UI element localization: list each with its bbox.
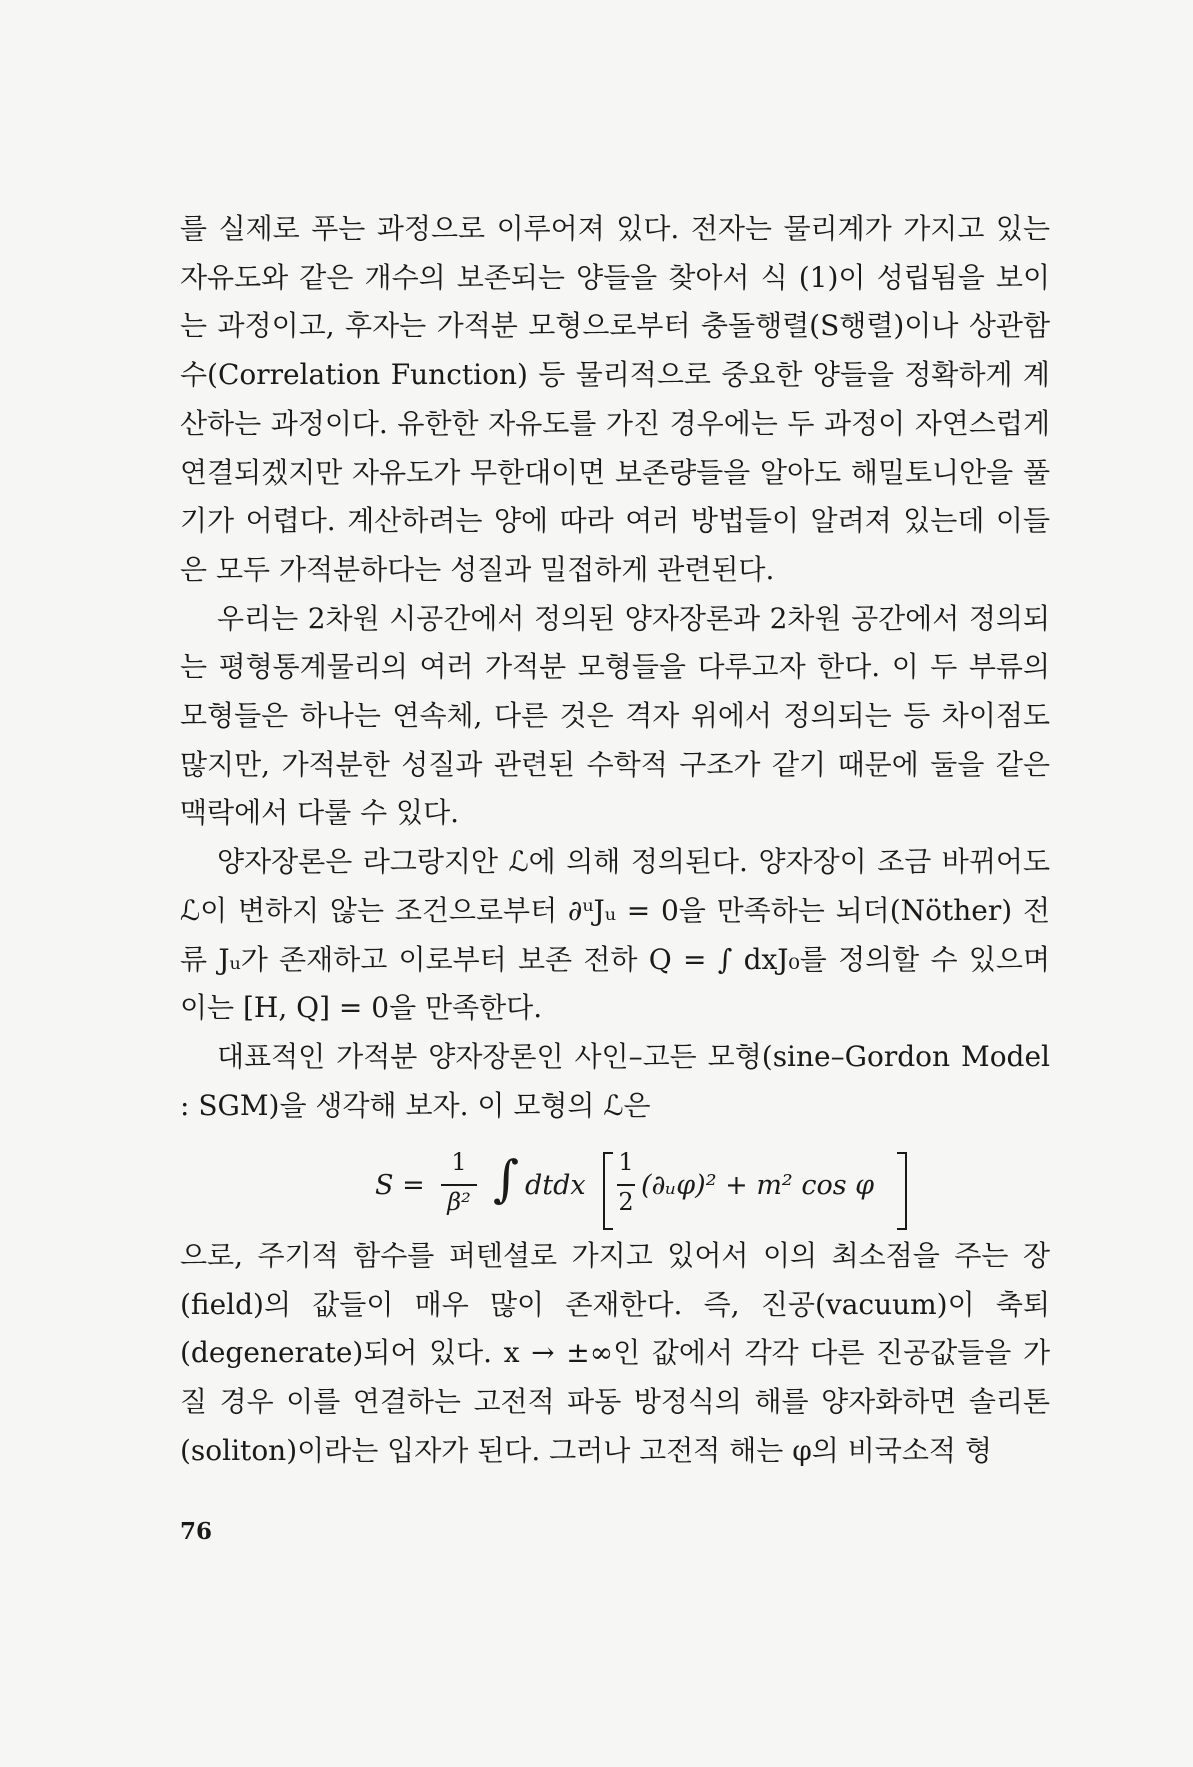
paragraph-2: 우리는 2차원 시공간에서 정의된 양자장론과 2차원 공간에서 정의되는 평형통계물리의 여러 가적분 모형들을 다루고자 한다. 이 두 부류의 모형들은 하나는 연속체, 다른 것은 격자 위에서 정의되는 등 차이점도 많지만, 가적분한 성질과 관련된 수학적 구조가 같기 때문에 둘을 같은 맥락에서 다룰 수 있다. — [180, 601, 1050, 830]
paragraph-4: 대표적인 가적분 양자장론인 사인–고든 모형(sine–Gordon Model : SGM)을 생각해 보자. 이 모형의 ℒ은 — [180, 1039, 1050, 1122]
equation-body: (∂ᵤφ)² + m² cos φ — [641, 1170, 875, 1201]
paragraph-5: 으로, 주기적 함수를 퍼텐셜로 가지고 있어서 이의 최소점을 주는 장(field)의 값들이 매우 많이 존재한다. 즉, 진공(vacuum)이 축퇴(degenerate)되어 있다. x → ±∞인 값에서 각각 다른 진공값들을 가질 경우 이를 연결하는 고전적 파동 방정식의 해를 양자화하면 솔리톤(soliton)이라는 입자가 된다. 그러나 고전적 해는 φ의 비국소적 형 — [180, 1239, 1050, 1467]
equation-frac2-bar — [617, 1184, 635, 1186]
equation-frac2-denominator: 2 — [618, 1188, 634, 1216]
paragraph-1: 를 실제로 푸는 과정으로 이루어져 있다. 전자는 물리계가 가지고 있는 자유도와 같은 개수의 보존되는 양들을 찾아서 식 (1)이 성립됨을 보이는 과정이고, 후자는 가적분 모형으로부터 충돌행렬(S행렬)이나 상관함수(Correlation Function) 등 물리적으로 중요한 양들을 정확하게 계산하는 과정이다. 유한한 자유도를 가진 경우에는 두 과정이 자연스럽게 연결되겠지만 자유도가 무한대이면 보존량들을 알아도 해밀토니안을 풀기가 어렵다. 계산하려는 양에 따라 여러 방법들이 알려져 있는데 이들은 모두 가적분하다는 성질과 밀접하게 관련된다. — [180, 212, 1050, 586]
paragraph-3: 양자장론은 라그랑지안 ℒ에 의해 정의된다. 양자장이 조금 바뀌어도 ℒ이 변하지 않는 조건으로부터 ∂ᵘJᵤ = 0을 만족하는 뇌더(Nöther) 전류 Jᵤ가 존재하고 이로부터 보존 전하 Q = ∫ dxJ₀를 정의할 수 있으며 이는 [H, Q] = 0을 만족한다. — [180, 845, 1050, 1025]
left-bracket — [603, 1152, 613, 1230]
equation-lhs: S = — [375, 1170, 425, 1201]
equation-action — [375, 1148, 915, 1232]
equation-measure: dtdx — [525, 1170, 586, 1201]
body-text-top — [180, 205, 1050, 1130]
equation-frac1-denominator: β² — [447, 1188, 471, 1216]
equation-frac1-bar — [441, 1184, 477, 1186]
integral-sign: ∫ — [493, 1150, 520, 1208]
right-bracket — [897, 1152, 907, 1230]
equation-frac2-numerator: 1 — [618, 1148, 634, 1176]
equation-frac1-numerator: 1 — [451, 1148, 467, 1176]
page-number: 76 — [180, 1518, 213, 1545]
body-text-bottom — [180, 1232, 1050, 1476]
